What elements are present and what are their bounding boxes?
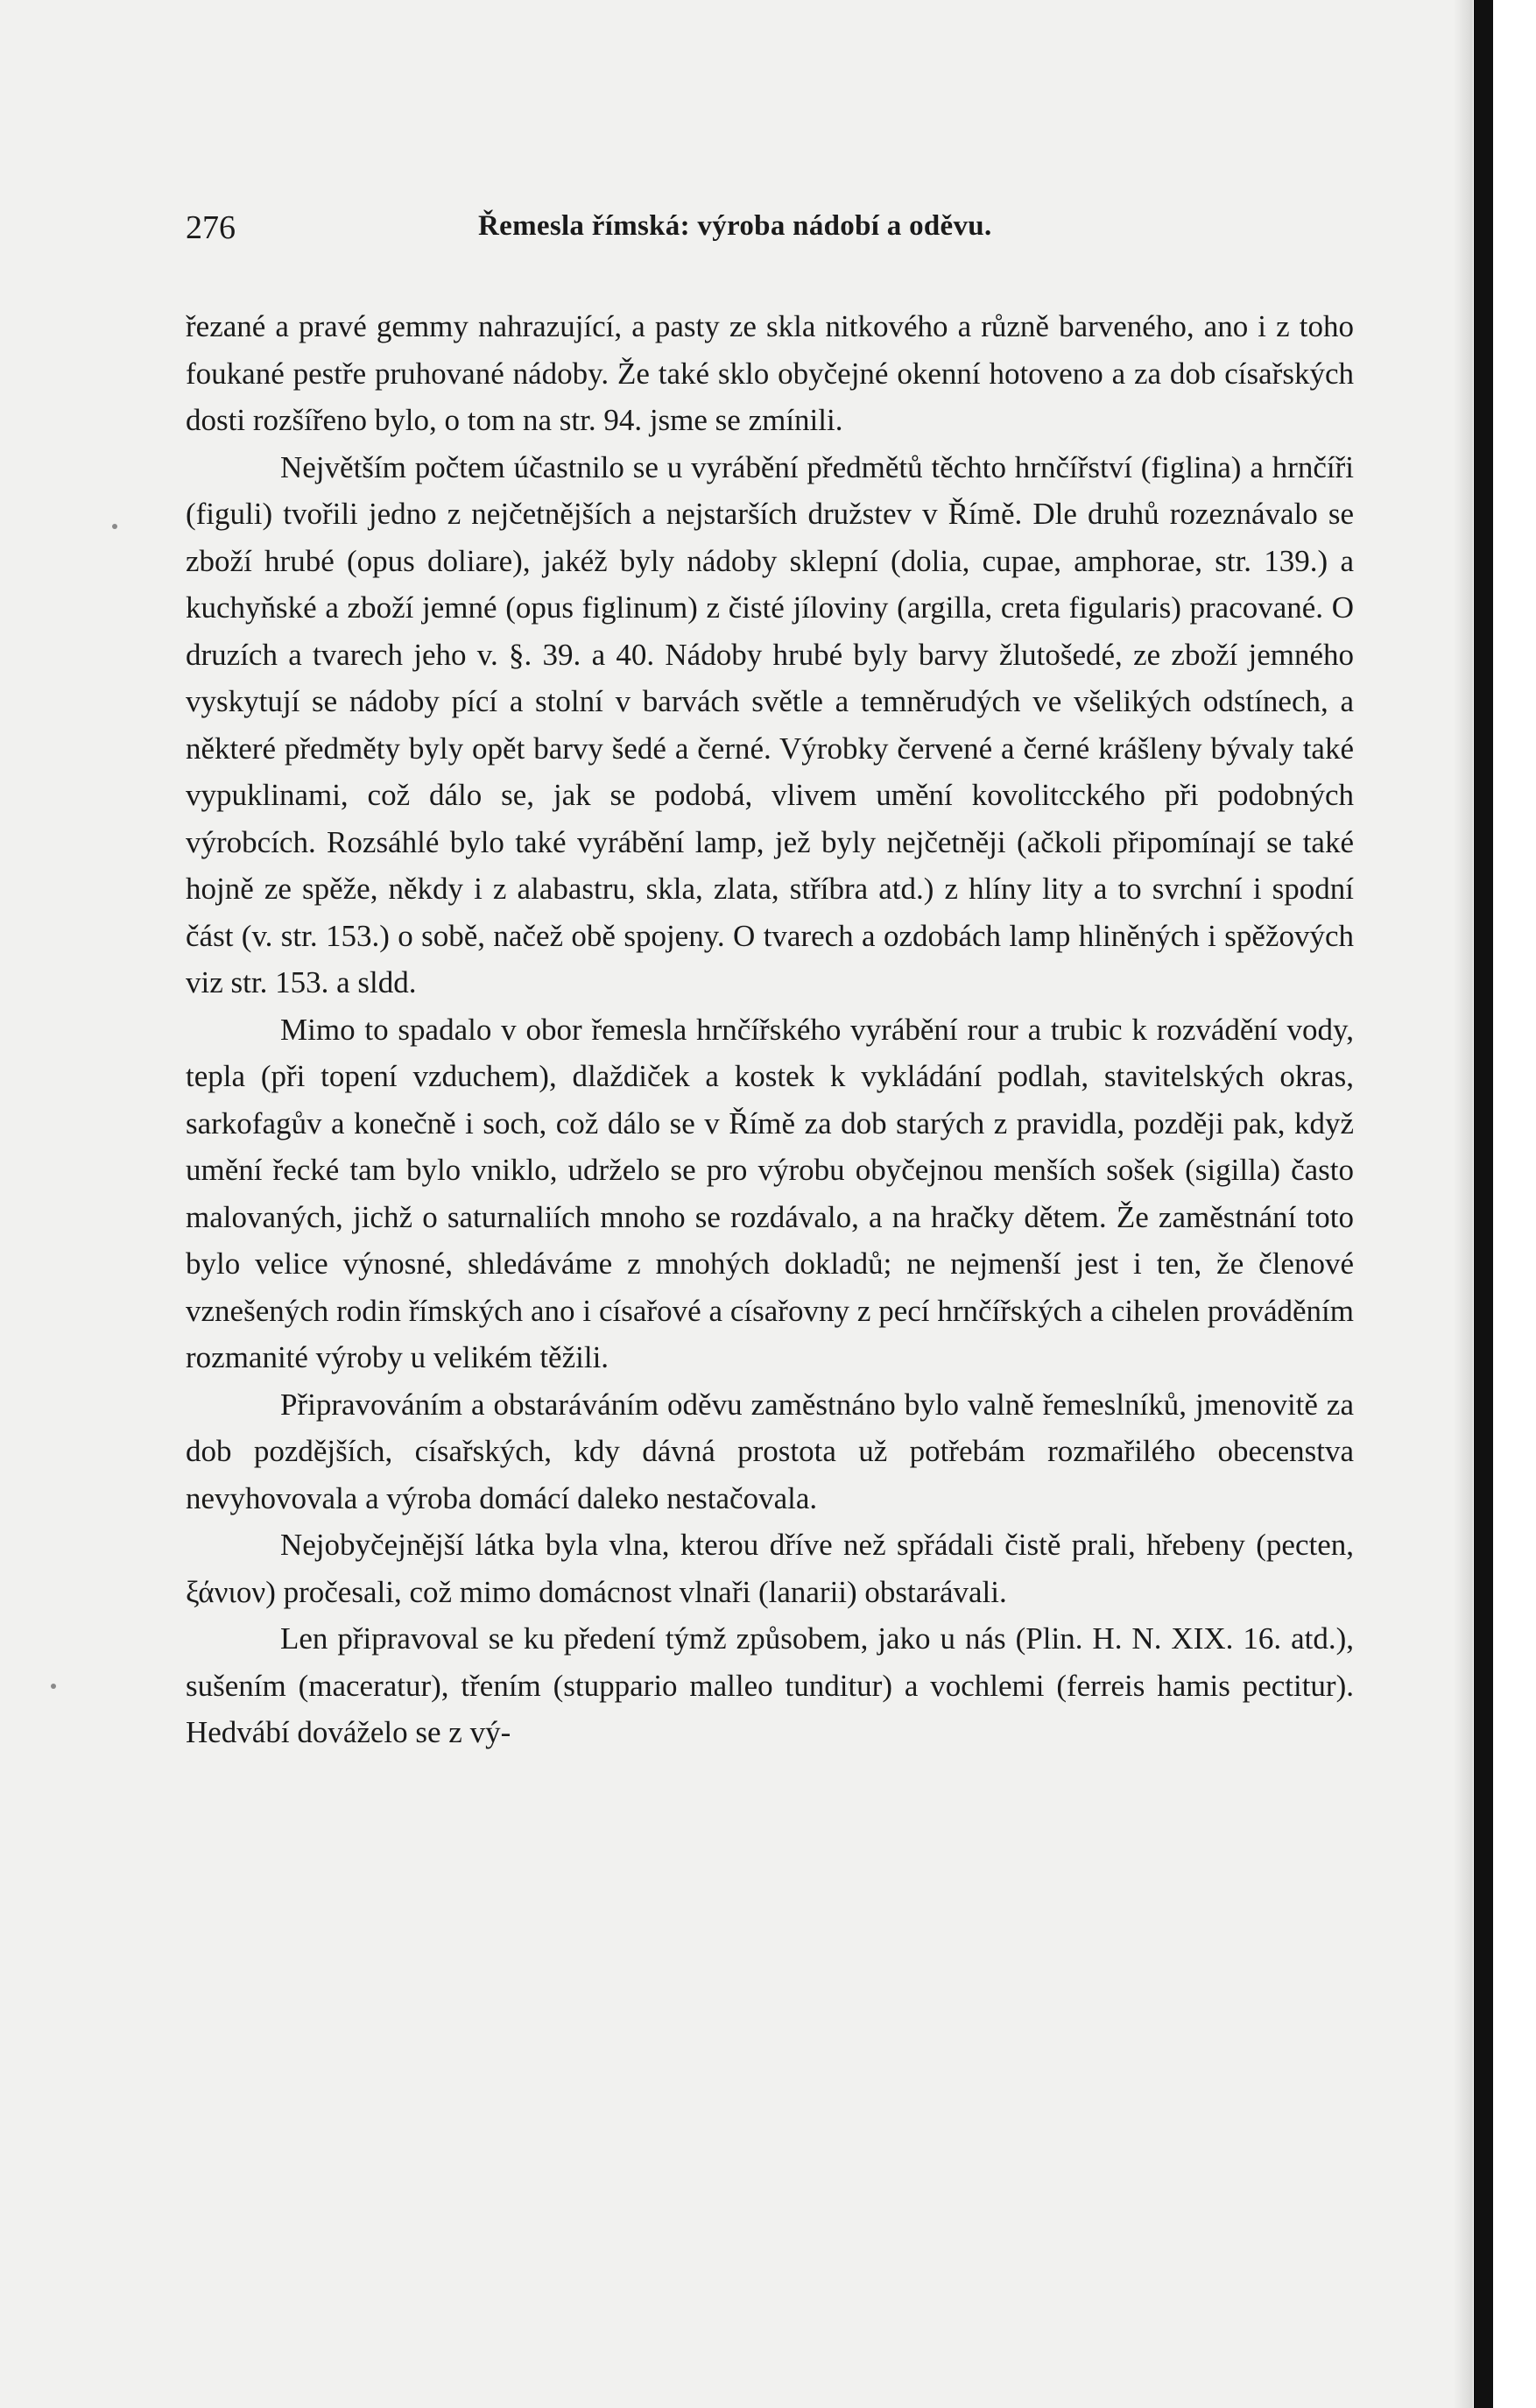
paragraph-3: Mimo to spadalo v obor řemesla hrnčířského vyrábění rour a trubic k rozvádění vody, tepla (při topení vzduchem), dlaždiček a kostek k vykládání podlah, stavitelských okras, sarkofagův a konečně i soch, což dálo se v Římě za dob starých z pravidla, později pak, když umění řecké tam bylo vniklo, udrželo se pro výrobu obyčejnou menších sošek (sigilla) často malovaných, jichž o saturnaliích mnoho se rozdávalo, a na hračky dětem. Že zaměstnání toto bylo velice výnosné, shledáváme z mnohých dokladů; ne nejmenší jest i ten, že členové vznešených rodin římských ano i císařové a císařovny z pecí hrnčířských a cihelen prováděním rozmanité výroby u velikém těžili. [186, 1012, 1354, 1374]
paragraph-6: Len připravoval se ku předení týmž způsobem, jako u nás (Plin. H. N. XIX. 16. atd.), sušením (maceratur), třením (stuppario malleo tunditur) a vochlemi (ferreis hamis pectitur). Hedvábí dováželo se z vý- [186, 1621, 1354, 1749]
page-binding-shadow [1454, 0, 1473, 2408]
body-text [186, 303, 1354, 1756]
paragraph-2: Největším počtem účastnilo se u vyrábění předmětů těchto hrnčířství (figlina) a hrnčíři (figuli) tvořili jedno z nejčetnějších a nejstarších družstev v Římě. Dle druhů rozeznávalo se zboží hrubé (opus doliare), jakéž byly nádoby sklepní (dolia, cupae, amphorae, str. 139.) a kuchyňské a zboží jemné (opus figlinum) z čisté jíloviny (argilla, creta figularis) pracované. O druzích a tvarech jeho v. §. 39. a 40. Nádoby hrubé byly barvy žlutošedé, ze zboží jemného vyskytují se nádoby pící a stolní v barvách světle a temněrudých ve všelikých odstínech, a některé předměty byly opět barvy šedé a černé. Výrobky červené a černé krášleny bývaly také vypuklinami, což dálo se, jak se podobá, vlivem umění kovolitcckého při podobných výrobcích. Rozsáhlé bylo také vyrábění lamp, jež byly nejčetněji (ačkoli připomínají se také hojně ze spěže, někdy i z alabastru, skla, zlata, stříbra atd.) z hlíny lity a to svrchní i spodní část (v. str. 153.) o sobě, načež obě spojeny. O tvarech a ozdobách lamp hliněných i spěžových viz str. 153. a sldd. [186, 449, 1354, 999]
running-title: Řemesla římská: výroba nádobí a oděvu. [478, 210, 992, 242]
paragraph-1: řezané a pravé gemmy nahrazující, a pasty ze skla nitkového a různě barveného, ano i z toho foukané pestře pruhované nádoby. Že také sklo obyčejné okenní hotoveno a za dob císařských dosti rozšířeno bylo, o tom na str. 94. jsme se zmínili. [186, 309, 1354, 437]
page-number: 276 [186, 209, 236, 246]
scan-speck [112, 524, 117, 529]
paragraph-5: Nejobyčejnější látka byla vlna, kterou dříve než spřádali čistě prali, hřebeny (pecten, ξάνιον) pročesali, což mimo domácnost vlnaři (lanarii) obstarávali. [186, 1528, 1354, 1609]
binding-bar [1474, 0, 1493, 2408]
page-header [186, 208, 1357, 252]
scan-speck [51, 1684, 56, 1689]
paragraph-4: Připravováním a obstaráváním oděvu zaměstnáno bylo valně řemeslníků, jmenovitě za dob pozdějších, císařských, kdy dávná prostota už potřebám rozmařilého obecenstva nevyhovovala a výroba domácí daleko nestačovala. [186, 1387, 1354, 1515]
